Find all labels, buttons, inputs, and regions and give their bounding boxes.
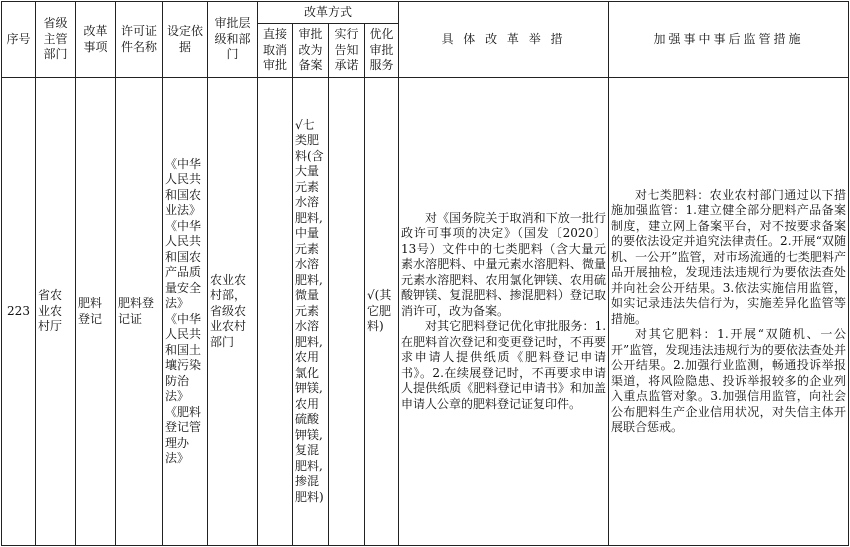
header-supervision: 加强事中事后监管措施 — [609, 2, 849, 78]
row-mode-promise — [329, 78, 365, 546]
table-row — [2, 78, 849, 546]
header-mode-group: 改革方式 — [258, 2, 399, 24]
row-level: 农业农村部，省级农业农村部门 — [208, 78, 258, 546]
reform-table — [1, 1, 849, 546]
row-item: 肥料登记 — [76, 78, 116, 546]
row-dept: 省农业农村厅 — [36, 78, 76, 546]
header-mode-optimize: 优化审批服务 — [365, 24, 399, 78]
header-dept: 省级主管部门 — [36, 2, 76, 78]
header-mode-filing: 审批改为备案 — [293, 24, 329, 78]
measures-paragraph-2: 对其它肥料登记优化审批服务：1.在肥料首次登记和变更登记时，不再要求申请人提供纸质《肥料登记申请书》。2.在续展登记时，不再要求申请人提供纸质《肥料登记申请书》和加盖申请人公章的肥料登记证复印件。 — [401, 319, 607, 411]
header-mode-cancel: 直接取消审批 — [258, 24, 293, 78]
row-permit: 肥料登记证 — [116, 78, 163, 546]
supervision-paragraph-2: 对其它肥料：1.开展“双随机、一公开”监管，发现违法违规行为的要依法查处并公开结果。2.加强行业监测，畅通投诉举报渠道，将风险隐患、投诉举报较多的企业列入重点监管对象。3.加强信用监管，向社会公布肥料生产企业信用状况，对失信主体开展联合惩戒。 — [611, 327, 847, 434]
row-measures — [399, 78, 609, 546]
header-row-1 — [2, 2, 849, 24]
row-supervision — [609, 78, 849, 546]
header-permit: 许可证件名称 — [116, 2, 163, 78]
header-measures: 具 体 改 革 举 措 — [399, 2, 609, 78]
row-mode-cancel — [258, 78, 293, 546]
header-level: 审批层级和部门 — [208, 2, 258, 78]
row-mode-optimize: √(其它肥料) — [365, 78, 399, 546]
row-seq: 223 — [2, 78, 36, 546]
measures-paragraph-1: 对《国务院关于取消和下放一批行政许可事项的决定》（国发〔2020〕13号）文件中的七类肥料（含大量元素水溶肥料、中量元素水溶肥料、微量元素水溶肥料、农用氯化钾镁、农用硫酸钾镁、复混肥料、掺混肥料）登记取消许可，改为备案。 — [401, 210, 607, 318]
header-mode-promise: 实行告知承诺 — [329, 24, 365, 78]
row-mode-filing: √七类肥料(含大量元素水溶肥料,中量元素水溶肥料,微量元素水溶肥料,农用氯化钾镁,农用硫酸钾镁,复混肥料,掺混肥料) — [293, 78, 329, 546]
row-basis: 《中华人民共和国农业法》《中华人民共和国农产品质量安全法》《中华人民共和国土壤污染防治法》《肥料登记管理办法》 — [163, 78, 208, 546]
supervision-paragraph-1: 对七类肥料：农业农村部门通过以下措施加强监管：1.建立健全部分肥料产品备案制度，建立网上备案平台，对不按要求备案的要依法设定并追究法律责任。2.开展“双随机、一公开”监管，对市场流通的七类肥料产品开展抽检，发现违法违规行为要依法查处并向社会公开结果。3.依法实施信用监管，如实记录违法失信行为，实施差异化监管等措施。 — [611, 187, 847, 326]
header-item: 改革事项 — [76, 2, 116, 78]
header-seq: 序号 — [2, 2, 36, 78]
header-basis: 设定依据 — [163, 2, 208, 78]
